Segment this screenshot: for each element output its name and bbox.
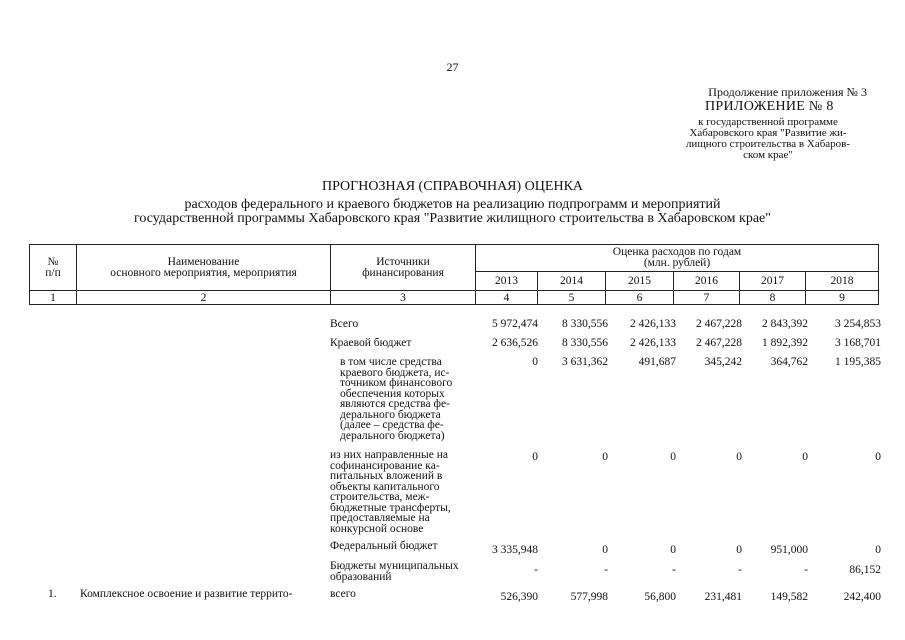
value-cell: 0 bbox=[602, 544, 608, 556]
source-line: в том числе средства bbox=[340, 356, 442, 368]
header-text: основного мероприятия, мероприятия bbox=[110, 266, 297, 279]
column-number: 6 bbox=[606, 291, 674, 305]
value-cell: 2 467,228 bbox=[696, 318, 742, 330]
value-cell: 242,400 bbox=[843, 591, 881, 603]
year-header: 2015 bbox=[606, 272, 674, 291]
source-line: объекты капитального bbox=[330, 480, 440, 493]
source-line: конкурсной основе bbox=[330, 522, 424, 535]
source-line: (далее – средства фе- bbox=[340, 419, 444, 431]
source-line: бюджетные трансферты, bbox=[330, 501, 451, 514]
column-number: 1 bbox=[30, 291, 77, 305]
column-number: 8 bbox=[740, 291, 806, 305]
header-text: (млн. рублей) bbox=[643, 257, 711, 269]
value-cell: 149,582 bbox=[770, 591, 808, 603]
header-text: Оценка расходов по годам bbox=[612, 246, 742, 258]
column-number: 5 bbox=[538, 291, 606, 305]
page-number: 27 bbox=[446, 60, 459, 74]
source-line: питальных вложений в bbox=[330, 470, 443, 482]
column-number: 9 bbox=[806, 291, 879, 305]
appendix-line: Хабаровского края "Развитие жи- bbox=[689, 127, 847, 139]
source-line: Бюджеты муниципальных bbox=[330, 560, 459, 572]
document-title: ПРОГНОЗНАЯ (СПРАВОЧНАЯ) ОЦЕНКА bbox=[321, 179, 584, 194]
header-name bbox=[77, 245, 331, 291]
value-cell: 951,000 bbox=[770, 544, 808, 556]
source-label: Федеральный бюджет bbox=[330, 540, 438, 552]
appendix-line: ском крае" bbox=[743, 149, 793, 161]
value-cell: 8 330,556 bbox=[562, 318, 608, 330]
value-cell: 1 892,392 bbox=[762, 337, 808, 349]
source-line: дерального бюджета) bbox=[340, 429, 445, 442]
value-cell: 1 195,385 bbox=[835, 356, 881, 368]
header-estimate bbox=[476, 245, 879, 272]
value-cell: - bbox=[738, 564, 742, 576]
value-cell: 0 bbox=[532, 356, 538, 368]
value-cell: 3 254,853 bbox=[835, 318, 881, 330]
value-cell: 0 bbox=[736, 451, 742, 463]
value-cell: 0 bbox=[875, 544, 881, 556]
value-cell: 8 330,556 bbox=[562, 337, 608, 349]
value-cell: - bbox=[804, 564, 808, 576]
value-cell: 5 972,474 bbox=[492, 318, 538, 330]
source-line: строительства, меж- bbox=[330, 491, 430, 503]
column-number: 7 bbox=[674, 291, 740, 305]
value-cell: 0 bbox=[532, 451, 538, 463]
value-cell: 2 467,228 bbox=[696, 337, 742, 349]
value-cell: 231,481 bbox=[704, 591, 742, 603]
document-subtitle bbox=[0, 198, 905, 226]
header-text: № bbox=[47, 255, 59, 268]
value-cell: 0 bbox=[802, 451, 808, 463]
value-cell: 2 426,133 bbox=[630, 318, 676, 330]
value-cell: 491,687 bbox=[638, 356, 676, 368]
source-line: предоставляемые на bbox=[330, 512, 430, 524]
value-cell: 3 335,948 bbox=[492, 544, 538, 556]
source-line: образований bbox=[330, 570, 392, 583]
value-cell: - bbox=[604, 564, 608, 576]
value-cell: 577,998 bbox=[570, 591, 608, 603]
value-cell: 2 426,133 bbox=[630, 337, 676, 349]
appendix-title: ПРИЛОЖЕНИЕ № 8 bbox=[705, 99, 834, 114]
value-cell: 0 bbox=[875, 451, 881, 463]
source-label bbox=[330, 450, 476, 534]
appendix-reference bbox=[668, 117, 868, 161]
continuation-note: Продолжение приложения № 3 bbox=[708, 85, 867, 99]
value-cell: 56,800 bbox=[644, 591, 676, 603]
source-label: Всего bbox=[330, 318, 359, 330]
source-line: обеспечения которых bbox=[340, 387, 445, 400]
budget-table-header bbox=[29, 244, 879, 305]
value-cell: 2 636,526 bbox=[492, 337, 538, 349]
source-line: являются средства фе- bbox=[340, 398, 450, 410]
year-header: 2013 bbox=[476, 272, 538, 291]
header-text: финансирования bbox=[362, 266, 444, 279]
value-cell: 3 168,701 bbox=[835, 337, 881, 349]
column-number: 2 bbox=[77, 291, 331, 305]
value-cell: 0 bbox=[670, 544, 676, 556]
source-line: краевого бюджета, ис- bbox=[340, 366, 450, 379]
year-header: 2018 bbox=[806, 272, 879, 291]
value-cell: 0 bbox=[736, 544, 742, 556]
value-cell: 2 843,392 bbox=[762, 318, 808, 330]
value-cell: 3 631,362 bbox=[562, 356, 608, 368]
source-label: всего bbox=[330, 588, 356, 600]
header-source bbox=[331, 245, 476, 291]
value-cell: 345,242 bbox=[704, 356, 742, 368]
appendix-line: лищного строительства в Хабаров- bbox=[685, 138, 851, 150]
header-text: п/п bbox=[45, 266, 61, 279]
value-cell: - bbox=[534, 564, 538, 576]
subtitle-line: расходов федерального и краевого бюджетов на реализацию подпрограмм и мероприятий bbox=[184, 197, 721, 212]
header-number bbox=[30, 245, 77, 291]
activity-name: Комплексное освоение и развитие террито- bbox=[80, 588, 293, 600]
column-number: 4 bbox=[476, 291, 538, 305]
value-cell: 0 bbox=[670, 451, 676, 463]
header-text: Источники bbox=[376, 255, 430, 268]
year-header: 2016 bbox=[674, 272, 740, 291]
value-cell: 526,390 bbox=[500, 591, 538, 603]
source-label: Краевой бюджет bbox=[330, 337, 412, 349]
value-cell: 86,152 bbox=[849, 564, 881, 576]
value-cell: 364,762 bbox=[770, 356, 808, 368]
subtitle-line: государственной программы Хабаровского края "Развитие жилищного строительства в Хабаровском крае" bbox=[134, 211, 771, 226]
header-text: Наименование bbox=[167, 255, 240, 268]
year-header: 2017 bbox=[740, 272, 806, 291]
source-line: из них направленные на bbox=[330, 449, 449, 461]
source-label bbox=[330, 561, 476, 582]
source-line: точником финансового bbox=[340, 377, 453, 389]
value-cell: - bbox=[672, 564, 676, 576]
source-label bbox=[340, 357, 476, 441]
source-line: софинансирование ка- bbox=[330, 459, 440, 472]
year-header: 2014 bbox=[538, 272, 606, 291]
value-cell: 0 bbox=[602, 451, 608, 463]
appendix-line: к государственной программе bbox=[698, 116, 838, 128]
row-number: 1. bbox=[48, 588, 57, 600]
source-line: дерального бюджета bbox=[340, 408, 441, 421]
column-number: 3 bbox=[331, 291, 476, 305]
